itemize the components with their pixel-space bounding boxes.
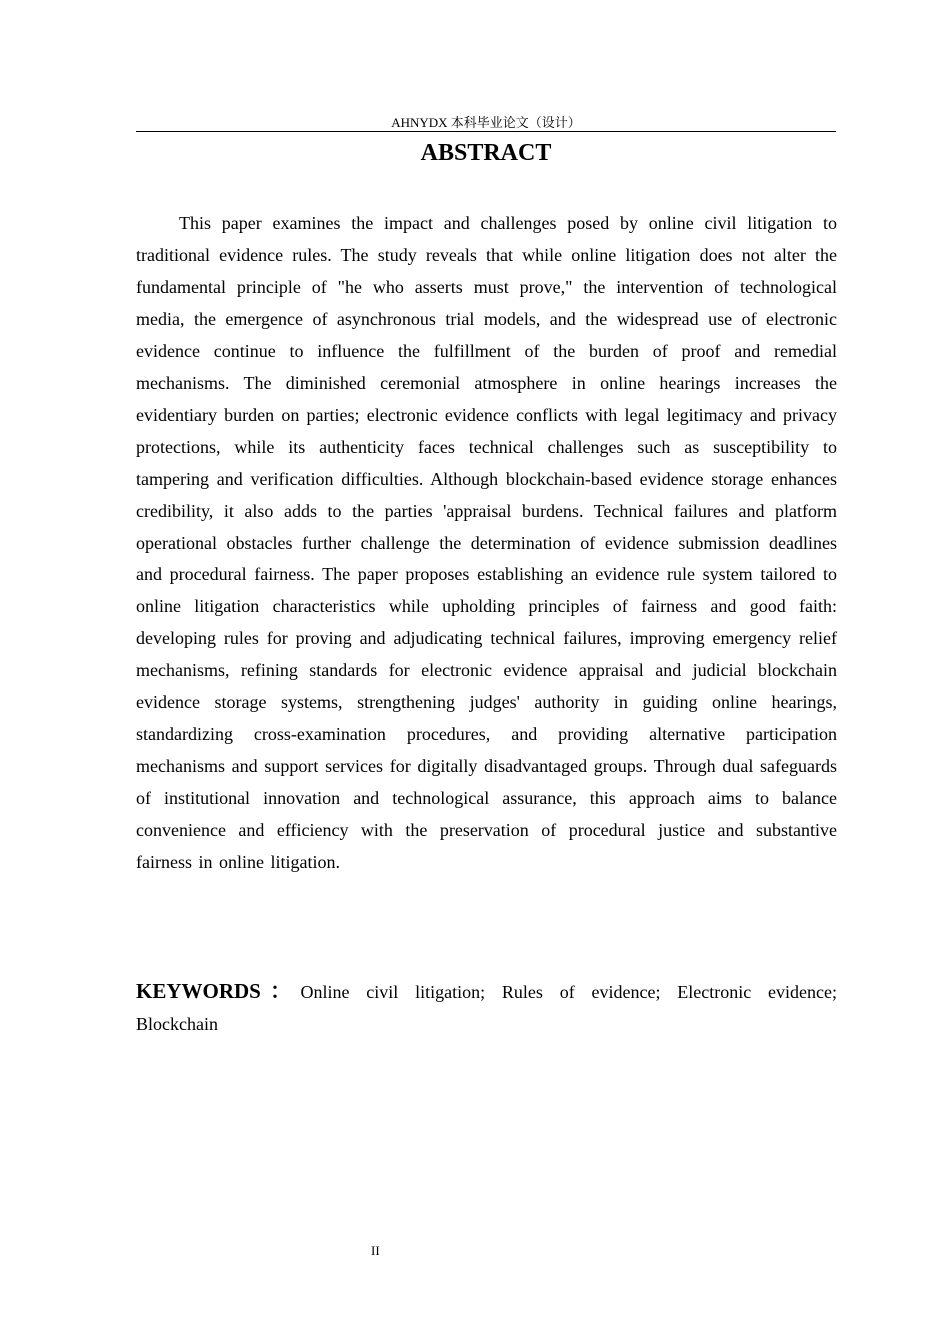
keywords-label: KEYWORDS： bbox=[136, 979, 301, 1003]
abstract-title: ABSTRACT bbox=[420, 140, 552, 166]
abstract-body: This paper examines the impact and challenges posed by online civil litigation to traditional evidence rules. The study reveals that while online litigation does not alter the fundamental principle of "he who asserts must prove," the intervention of technological media, the emergence of asynchronous trial models, and the widespread use of electronic evidence continue to influence the fulfillment of the burden of proof and remedial mechanisms. The diminished ceremonial atmosphere in online hearings increases the evidentiary burden on parties; electronic evidence conflicts with legal legitimacy and privacy protections, while its authenticity faces technical challenges such as susceptibility to tampering and verification difficulties. Although blockchain-based evidence storage enhances credibility, it also adds to the parties 'appraisal burdens. Technical failures and platform operational obstacles further challenge the determination of evidence submission deadlines and procedural fairness. The paper proposes establishing an evidence rule system tailored to online litigation characteristics while upholding principles of fairness and good faith: developing rules for proving and adjudicating technical failures, improving emergency relief mechanisms, refining standards for electronic evidence appraisal and judicial blockchain evidence storage systems, strengthening judges' authority in guiding online hearings, standardizing cross-examination procedures, and providing alternative participation mechanisms and support services for digitally disadvantaged groups. Through dual safeguards of institutional innovation and technological assurance, this approach aims to balance convenience and efficiency with the preservation of procedural justice and substantive fairness in online litigation. bbox=[136, 213, 837, 873]
keywords-line bbox=[136, 975, 837, 1040]
keywords-text: Online civil litigation; Rules of evidence; Electronic evidence; Blockchain bbox=[136, 982, 837, 1034]
header-divider bbox=[136, 131, 836, 132]
running-header: AHNYDX 本科毕业论文（设计） bbox=[391, 115, 581, 130]
page-number: II bbox=[371, 1243, 380, 1258]
